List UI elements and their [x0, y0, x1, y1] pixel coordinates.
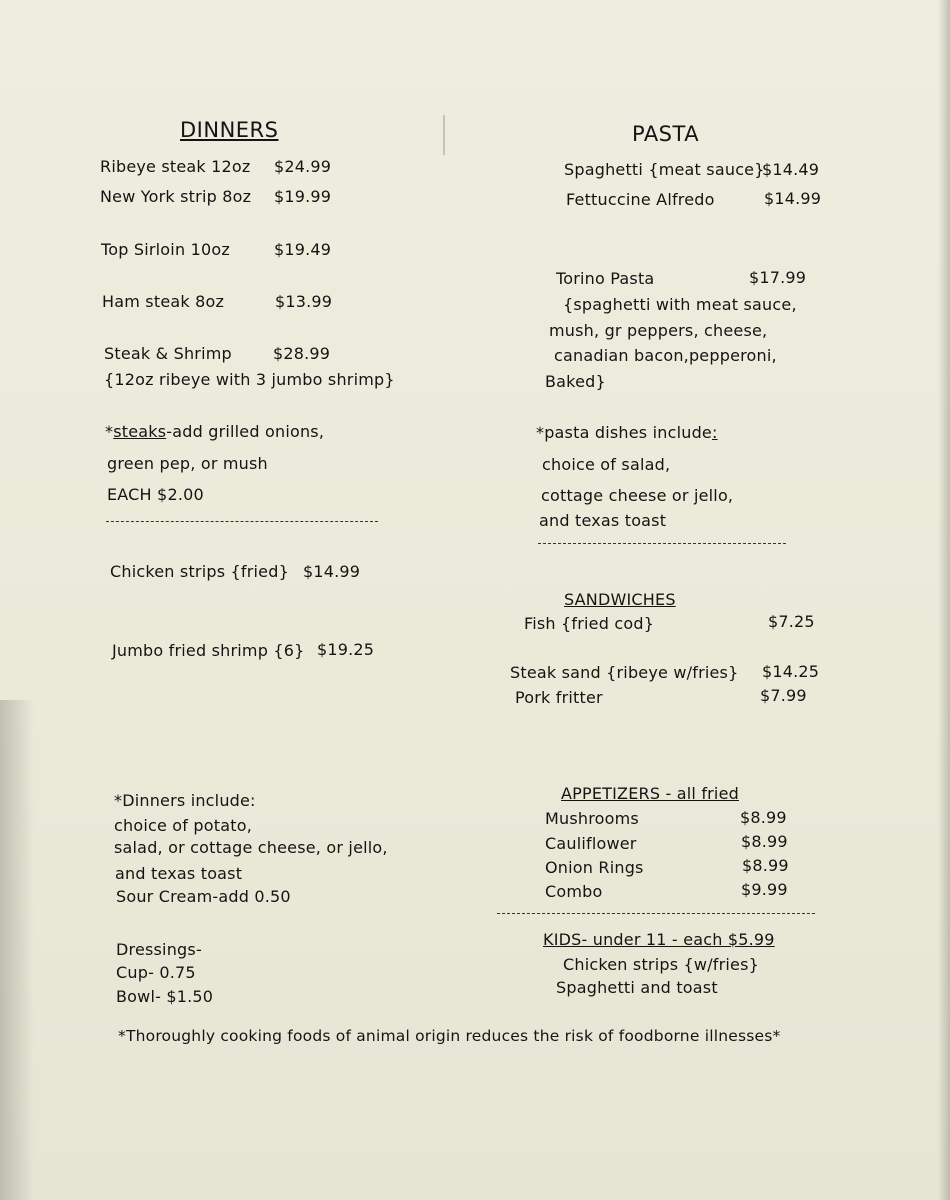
- steak-note-keyword: steaks: [113, 422, 167, 441]
- dinners-include-line: and texas toast: [115, 864, 243, 883]
- torino-price: $17.99: [749, 268, 807, 287]
- steak-note-line3: EACH $2.00: [107, 485, 204, 504]
- torino-desc: {spaghetti with meat sauce,: [563, 295, 797, 314]
- pasta-note-line: choice of salad,: [542, 455, 671, 474]
- dinner-item-name: Chicken strips {fried}: [110, 562, 289, 581]
- dinner-item-name: New York strip 8oz: [100, 187, 252, 206]
- steak-note-rest: -add grilled onions,: [166, 422, 325, 441]
- appetizer-item-name: Combo: [545, 882, 603, 901]
- dinner-item-price: $24.99: [274, 157, 332, 176]
- appetizer-item-price: $8.99: [742, 856, 789, 875]
- dinners-include-line: Sour Cream-add 0.50: [116, 887, 291, 906]
- sandwich-item-price: $14.25: [762, 662, 820, 681]
- torino-desc: Baked}: [545, 372, 606, 391]
- divider: [497, 913, 815, 914]
- pasta-note-line1: [536, 423, 718, 442]
- sandwich-item-name: Fish {fried cod}: [524, 614, 655, 633]
- dinner-item-price: $28.99: [273, 344, 331, 363]
- dinner-item-price: $19.99: [274, 187, 332, 206]
- appetizer-item-name: Cauliflower: [545, 834, 637, 853]
- pasta-note-text: *pasta dishes include: [536, 423, 712, 442]
- kids-heading: KIDS- under 11 - each $5.99: [543, 930, 775, 949]
- pasta-heading: PASTA: [632, 122, 700, 146]
- pasta-item-name: Fettuccine Alfredo: [566, 190, 715, 209]
- dinner-item-price: $13.99: [275, 292, 333, 311]
- pasta-note-colon: :: [711, 423, 718, 442]
- dressings-line: Cup- 0.75: [116, 963, 196, 982]
- dinners-include-line: salad, or cottage cheese, or jello,: [114, 838, 388, 857]
- footer-disclaimer: *Thoroughly cooking foods of animal origin reduces the risk of foodborne illnesses*: [118, 1027, 781, 1045]
- sandwich-item-price: $7.99: [760, 686, 807, 705]
- dinner-item-name: Ribeye steak 12oz: [100, 157, 251, 176]
- dinner-item-name: Steak & Shrimp: [104, 344, 232, 363]
- appetizers-heading: APPETIZERS - all fried: [561, 784, 739, 803]
- sandwich-item-price: $7.25: [768, 612, 815, 631]
- steak-note-line2: green pep, or mush: [107, 454, 268, 473]
- sandwiches-heading: SANDWICHES: [564, 590, 676, 609]
- fold-mark: [443, 115, 445, 155]
- sandwich-item-name: Steak sand {ribeye w/fries}: [510, 663, 739, 682]
- page-shadow: [0, 700, 34, 1200]
- torino-name: Torino Pasta: [556, 269, 655, 288]
- divider: [538, 543, 786, 544]
- steak-note-line1: [105, 422, 324, 441]
- dinners-include-line: choice of potato,: [114, 816, 252, 835]
- dinners-include-line: *Dinners include:: [114, 791, 256, 810]
- torino-desc: mush, gr peppers, cheese,: [549, 321, 768, 340]
- pasta-item-name: Spaghetti {meat sauce}: [564, 160, 765, 179]
- dinner-item-price: $19.49: [274, 240, 332, 259]
- pasta-note-line: cottage cheese or jello,: [541, 486, 734, 505]
- dinner-item-price: $19.25: [317, 640, 375, 659]
- sandwich-item-name: Pork fritter: [515, 688, 603, 707]
- appetizer-item-name: Onion Rings: [545, 858, 644, 877]
- dinners-heading: DINNERS: [180, 118, 279, 142]
- dinner-item-name: Ham steak 8oz: [102, 292, 225, 311]
- appetizer-item-price: $8.99: [741, 832, 788, 851]
- pasta-item-price: $14.99: [764, 189, 822, 208]
- dinner-item-desc: {12oz ribeye with 3 jumbo shrimp}: [104, 370, 395, 389]
- dinner-item-name: Jumbo fried shrimp {6}: [112, 641, 305, 660]
- kids-item: Spaghetti and toast: [556, 978, 718, 997]
- divider: [106, 521, 378, 522]
- kids-item: Chicken strips {w/fries}: [563, 955, 760, 974]
- appetizer-item-name: Mushrooms: [545, 809, 639, 828]
- steak-note-star: *: [105, 422, 114, 441]
- appetizer-item-price: $8.99: [740, 808, 787, 827]
- appetizer-item-price: $9.99: [741, 880, 788, 899]
- dressings-line: Dressings-: [116, 940, 202, 959]
- pasta-note-line: and texas toast: [539, 511, 667, 530]
- page-edge: [938, 0, 950, 1200]
- pasta-item-price: $14.49: [762, 160, 820, 179]
- dinner-item-name: Top Sirloin 10oz: [101, 240, 230, 259]
- dinner-item-price: $14.99: [303, 562, 361, 581]
- torino-desc: canadian bacon,pepperoni,: [554, 346, 777, 365]
- dressings-line: Bowl- $1.50: [116, 987, 214, 1006]
